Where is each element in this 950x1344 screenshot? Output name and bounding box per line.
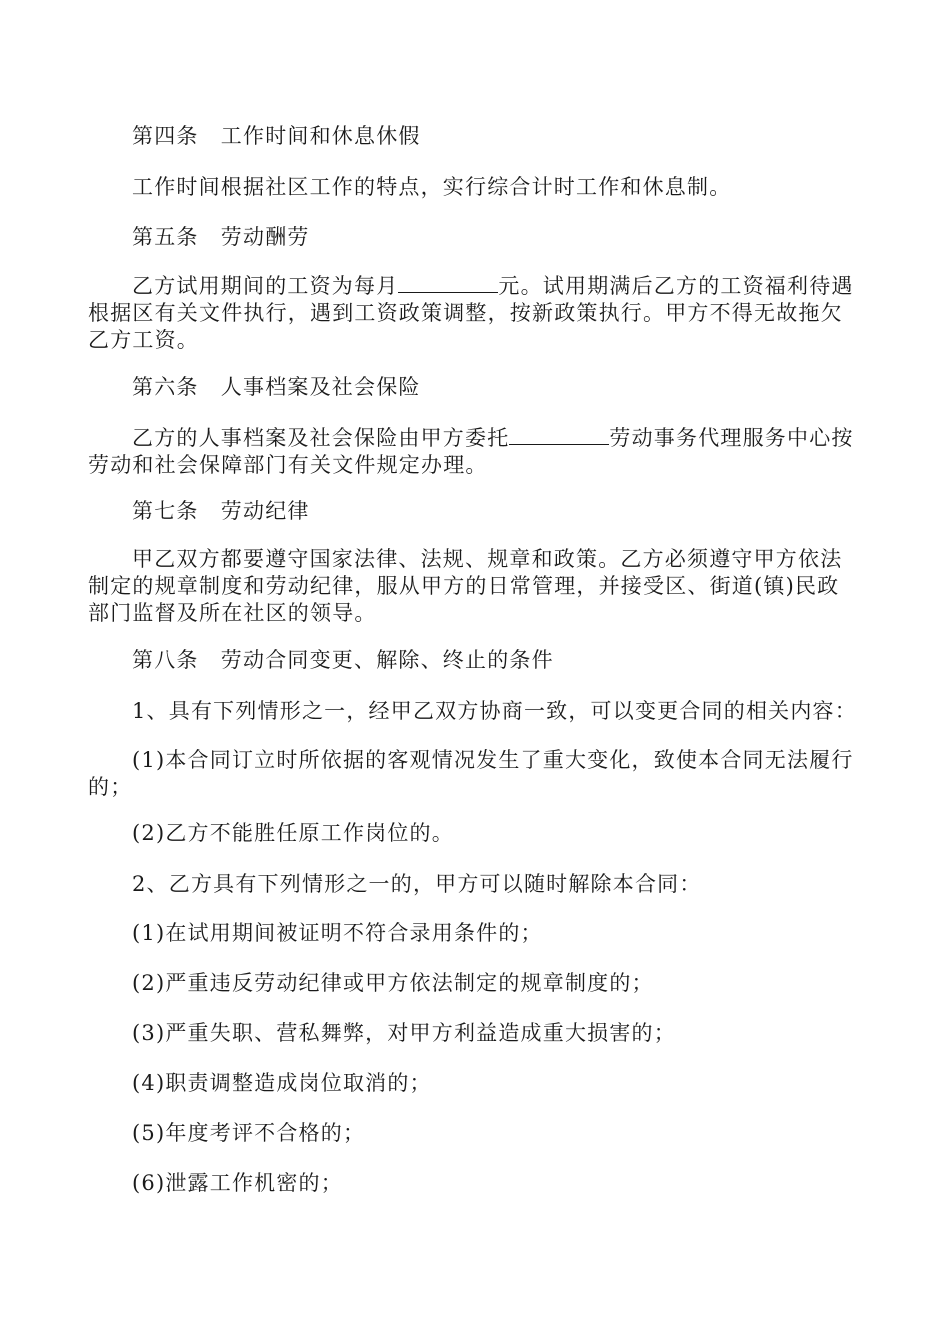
article4-body: 工作时间根据社区工作的特点，实行综合计时工作和休息制。	[132, 175, 732, 199]
article8-clause1-item2: (2)乙方不能胜任原工作岗位的。	[132, 821, 454, 845]
article8-clause2-item5: (5)年度考评不合格的；	[132, 1121, 366, 1145]
article7-line1: 甲乙双方都要遵守国家法律、法规、规章和政策。乙方必须遵守甲方依法	[132, 547, 843, 571]
article8-clause2-item6: (6)泄露工作机密的；	[132, 1171, 343, 1195]
article4-heading: 第四条 工作时间和休息休假	[132, 124, 421, 148]
article6-paragraph	[88, 425, 868, 479]
article8-clause2-item3: (3)严重失职、营私舞弊，对甲方利益造成重大损害的；	[132, 1021, 676, 1045]
article8-clause1-item1: (1)本合同订立时所依据的客观情况发生了重大变化，致使本合同无法履行 的；	[88, 748, 854, 799]
article8-clause2-item2: (2)严重违反劳动纪律或甲方依法制定的规章制度的；	[132, 971, 654, 995]
salary-blank-field	[398, 274, 498, 293]
article5-line1: 乙方试用期间的工资为每月 元。试用期满后乙方的工资福利待遇	[132, 274, 854, 298]
article6-line2: 劳动和社会保障部门有关文件规定办理。	[88, 453, 488, 477]
article7-line3: 部门监督及所在社区的领导。	[88, 601, 377, 625]
article7-paragraph	[88, 546, 868, 627]
article8-clause2-item4: (4)职责调整造成岗位取消的；	[132, 1071, 432, 1095]
article7-line2: 制定的规章制度和劳动纪律，服从甲方的日常管理，并接受区、街道(镇)民政	[88, 574, 840, 598]
article5-line3: 乙方工资。	[88, 328, 199, 352]
agency-blank-field	[509, 426, 609, 445]
article8-clause2: 2、乙方具有下列情形之一的，甲方可以随时解除本合同：	[132, 872, 702, 896]
article7-heading: 第七条 劳动纪律	[132, 499, 310, 523]
article5-line2: 根据区有关文件执行，遇到工资政策调整，按新政策执行。甲方不得无故拖欠	[88, 301, 843, 325]
article6-heading: 第六条 人事档案及社会保险	[132, 375, 421, 399]
article8-heading: 第八条 劳动合同变更、解除、终止的条件	[132, 648, 554, 672]
article6-line1: 乙方的人事档案及社会保险由甲方委托 劳动事务代理服务中心按	[132, 426, 854, 450]
article8-clause1: 1、具有下列情形之一，经甲乙双方协商一致，可以变更合同的相关内容：	[132, 699, 857, 723]
article5-heading: 第五条 劳动酬劳	[132, 225, 310, 249]
article5-paragraph	[88, 273, 868, 354]
article8-clause2-item1: (1)在试用期间被证明不符合录用条件的；	[132, 921, 543, 945]
